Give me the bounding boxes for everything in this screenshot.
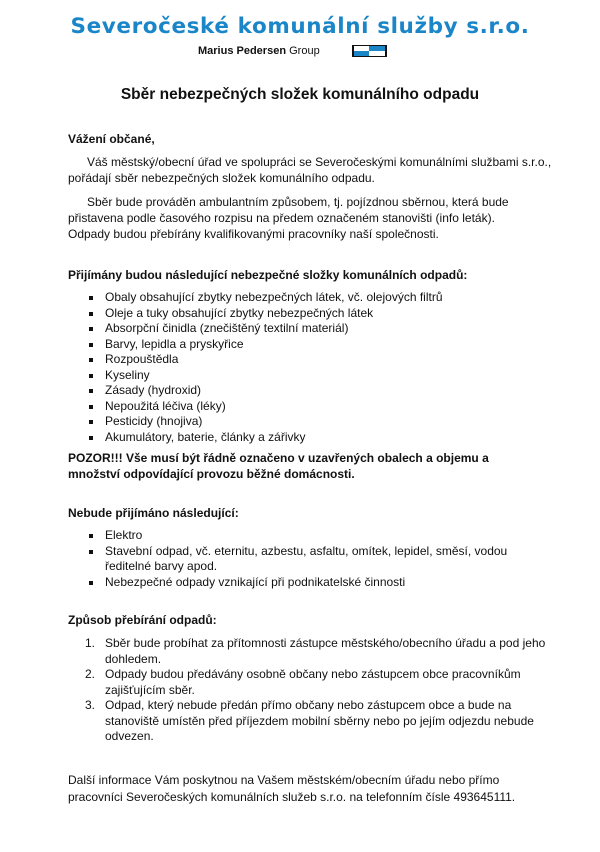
- procedure-item-number: 2.: [85, 667, 96, 681]
- bullet-icon: [89, 581, 93, 585]
- group-name-bold: Marius Pedersen: [198, 45, 287, 57]
- accepted-item-text: Oleje a tuky obsahující zbytky nebezpečných látek: [105, 305, 374, 320]
- bullet-icon: [89, 358, 93, 362]
- procedure-item-text: Odpad, který nebude předán přímo občany nebo zástupcem obce a bude na stanoviště umístěn před příjezdem mobilní sběrny nebo po jejím odjezdu nebude odvezen.: [105, 698, 534, 743]
- accepted-list: [68, 290, 548, 445]
- document-title: Sběr nebezpečných složek komunálního odpadu: [120, 86, 480, 103]
- accepted-item: [68, 337, 548, 353]
- procedure-item-number: 3.: [85, 698, 96, 712]
- procedure-item: [68, 698, 548, 745]
- rejected-item: [68, 528, 543, 544]
- rejected-item: [68, 544, 543, 575]
- bullet-icon: [89, 343, 93, 347]
- bullet-icon: [89, 534, 93, 538]
- intro-paragraph-1: Váš městský/obecní úřad ve spolupráci se Severočeskými komunálními službami s.r.o., pořádají sběr nebezpečných složek komunálního odpadu.: [68, 155, 552, 185]
- bullet-icon: [89, 389, 93, 393]
- footer-info: Další informace Vám poskytnou na Vašem městském/obecním úřadu nebo přímo pracovníci Severočeských komunálních služeb s.r.o. na telefonním čísle 493645111.: [68, 773, 516, 804]
- bullet-icon: [89, 405, 93, 409]
- accepted-item: [68, 352, 548, 368]
- accepted-item-text: Zásady (hydroxid): [105, 383, 202, 397]
- rejected-item-text: Elektro: [105, 528, 143, 542]
- bullet-icon: [89, 296, 93, 300]
- rejected-item-text: Stavební odpad, vč. eternitu, azbestu, asfaltu, omítek, lepidel, směsí, vodou ředitelné barvy apod.: [105, 543, 508, 573]
- bullet-icon: [89, 436, 93, 440]
- bullet-icon: [89, 312, 93, 316]
- warning-notice: POZOR!!! Vše musí být řádně označeno v uzavřených obalech a objemu a množství odpovídající provozu běžné domácnosti.: [68, 451, 489, 481]
- group-name-light: Group: [289, 45, 320, 57]
- procedure-item-number: 1.: [85, 636, 96, 650]
- accepted-item: [68, 414, 548, 430]
- accepted-item: [68, 368, 548, 384]
- accepted-item: [68, 399, 548, 415]
- accepted-item-text: Kyseliny: [105, 367, 150, 382]
- marius-pedersen-flag-icon: [352, 45, 387, 57]
- group-name: [198, 45, 320, 57]
- accepted-item-text: Absorpční činidla (znečištěný textilní materiál): [105, 321, 349, 335]
- rejected-item-text: Nebezpečné odpady vznikající při podnikatelské činnosti: [105, 574, 406, 589]
- accepted-item-text: Rozpouštědla: [105, 352, 179, 366]
- accepted-item: [68, 321, 548, 337]
- accepted-item: [68, 383, 548, 399]
- accepted-heading: Přijímány budou následující nebezpečné složky komunálních odpadů:: [68, 268, 468, 282]
- bullet-icon: [89, 420, 93, 424]
- rejected-list: [68, 528, 543, 590]
- procedure-heading: Způsob přebírání odpadů:: [68, 613, 217, 627]
- procedure-item: [68, 636, 548, 667]
- accepted-item-text: Pesticidy (hnojiva): [105, 414, 203, 428]
- accepted-item: [68, 430, 548, 446]
- accepted-item-text: Akumulátory, baterie, články a zářivky: [105, 429, 306, 444]
- intro-paragraph-2: Sběr bude prováděn ambulantním způsobem, tj. pojízdnou sběrnou, která bude přistavena podle časového rozpisu na předem označeném stanovišti (info leták). Odpady budou přebírány kvalifikovanými pracovníky naší společnosti.: [68, 195, 509, 241]
- procedure-item: [68, 667, 548, 698]
- accepted-item-text: Barvy, lepidla a pryskyřice: [105, 336, 244, 351]
- procedure-list: [68, 636, 548, 745]
- company-name: Severočeské komunální služby s.r.o.: [70, 14, 530, 39]
- accepted-item-text: Obaly obsahující zbytky nebezpečných látek, vč. olejových filtrů: [105, 290, 443, 304]
- accepted-item: [68, 290, 548, 306]
- bullet-icon: [89, 374, 93, 378]
- greeting: Vážení občané,: [68, 132, 155, 146]
- bullet-icon: [89, 327, 93, 331]
- procedure-item-text: Odpady budou předávány osobně občany nebo zástupcem obce pracovníkům zajišťujícím sběr.: [105, 667, 521, 697]
- rejected-item: [68, 575, 543, 591]
- accepted-item-text: Nepoužitá léčiva (léky): [105, 398, 226, 413]
- rejected-heading: Nebude přijímáno následující:: [68, 506, 239, 520]
- accepted-item: [68, 306, 548, 322]
- bullet-icon: [89, 550, 93, 554]
- procedure-item-text: Sběr bude probíhat za přítomnosti zástupce městského/obecního úřadu a pod jeho dohledem.: [105, 636, 546, 666]
